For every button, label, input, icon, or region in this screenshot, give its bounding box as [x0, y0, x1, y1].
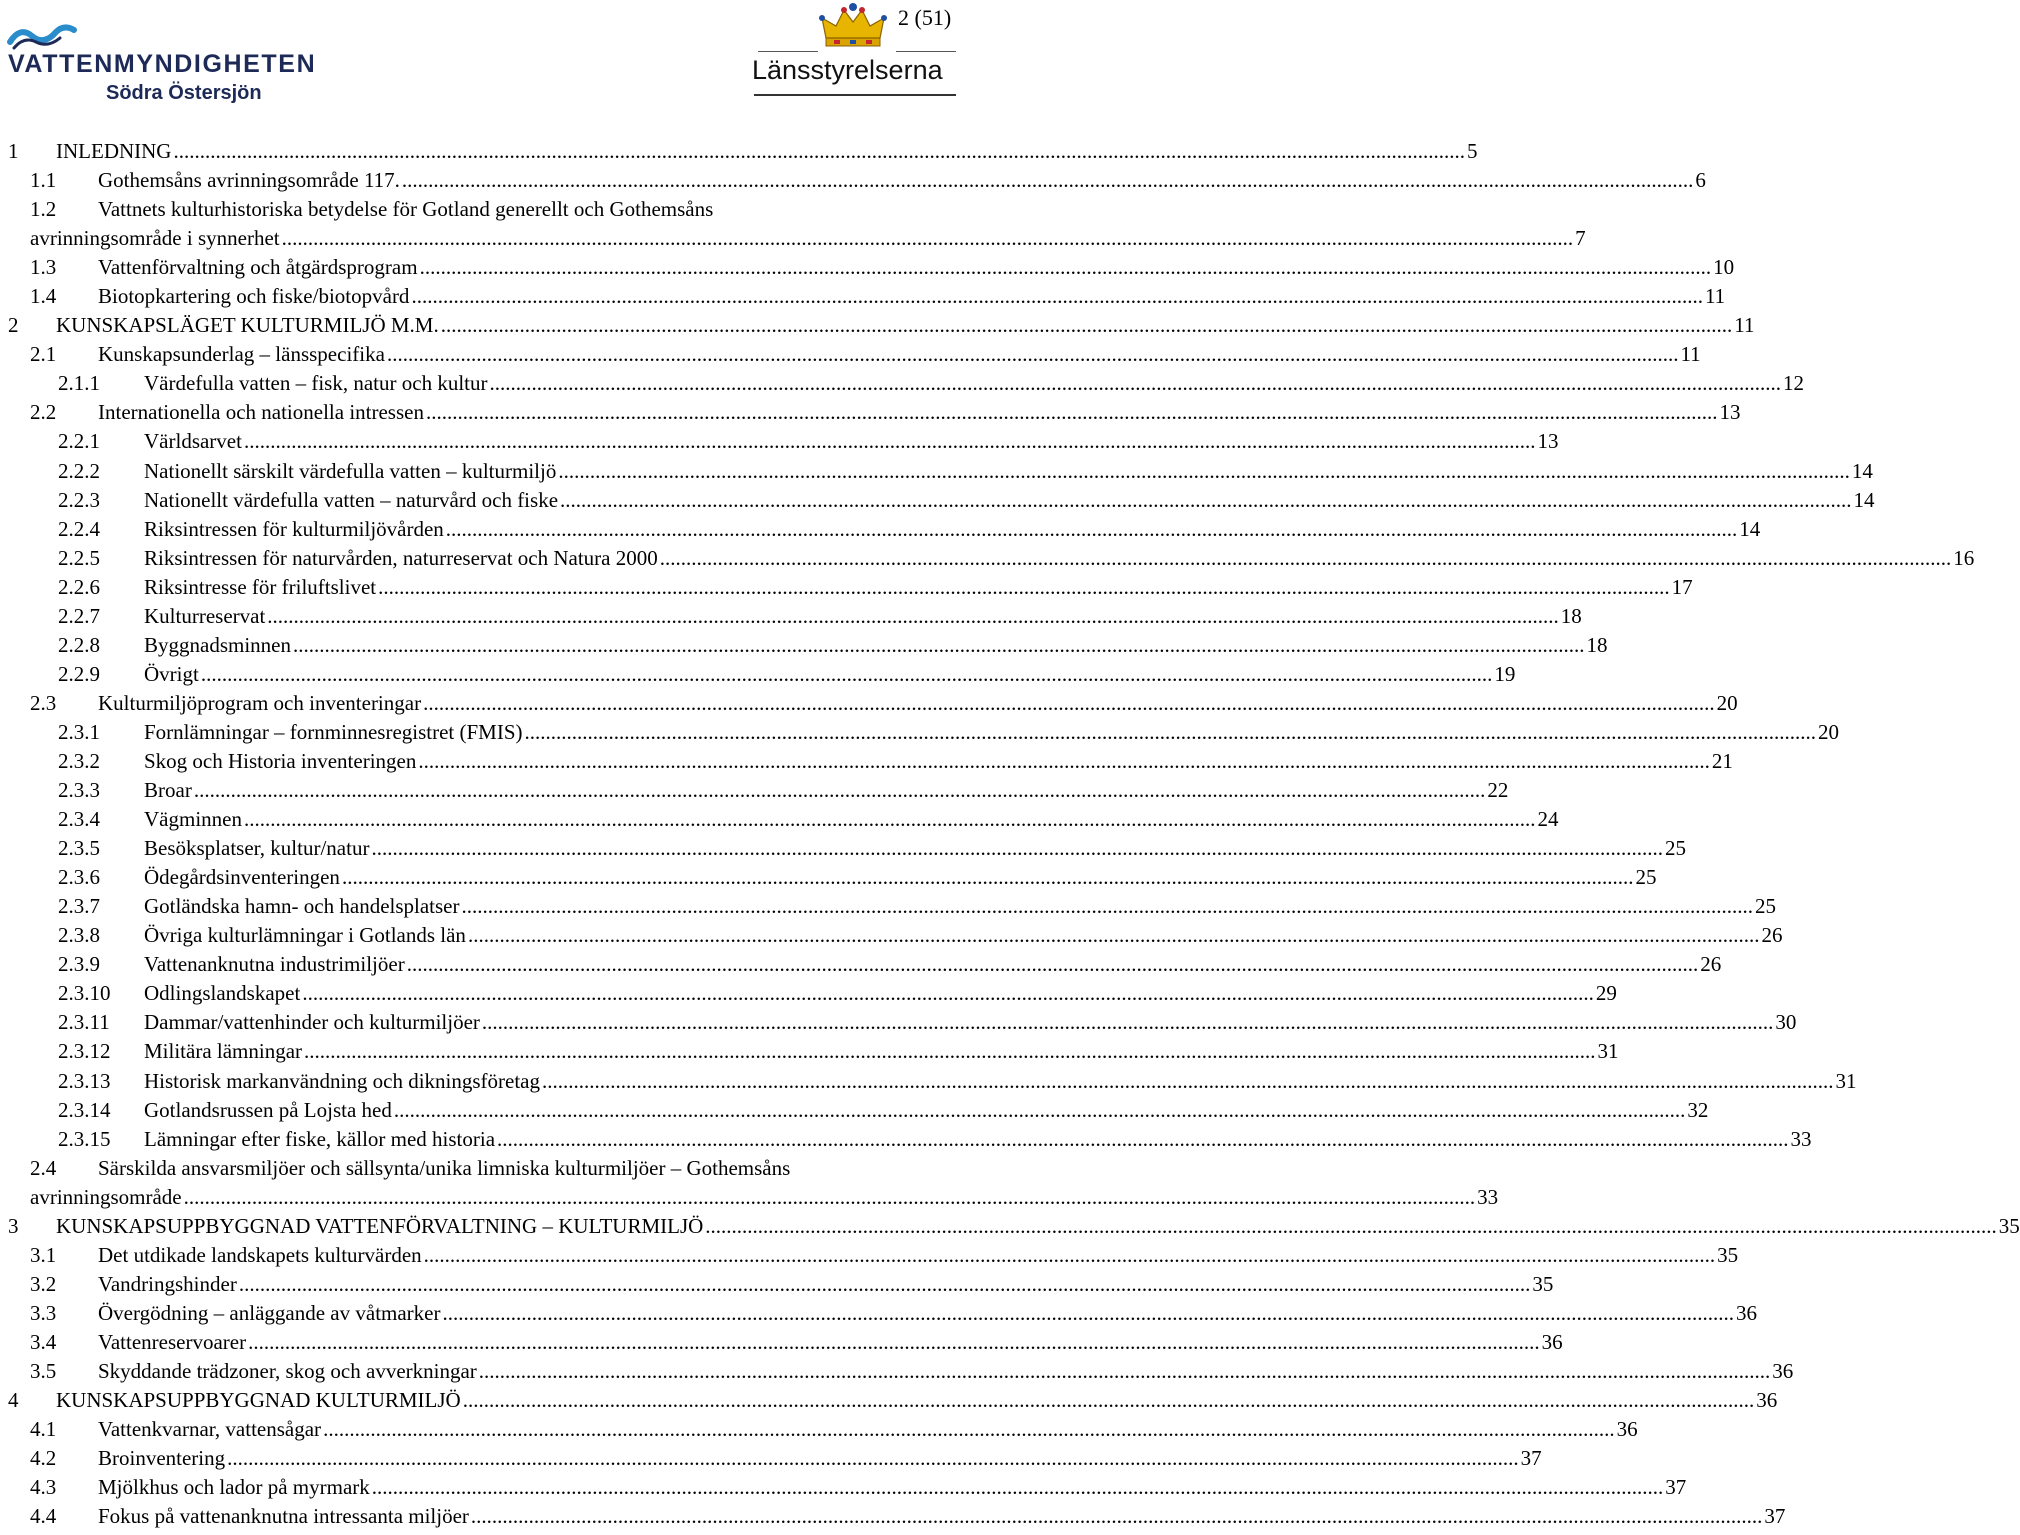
toc-line: [144, 865, 1657, 890]
toc-entry[interactable]: [8, 922, 1783, 951]
toc-title: Nationellt värdefulla vatten – naturvård och fiske: [144, 487, 559, 512]
toc-title: Kunskapsunderlag – länsspecifika: [98, 342, 385, 367]
toc-title: Riksintresse för friluftslivet: [144, 574, 377, 599]
toc-title: Det utdikade landskapets kulturvärden: [98, 1242, 422, 1267]
toc-title: Skyddande trädzoner, skog och avverkningar: [98, 1358, 477, 1383]
toc-entry[interactable]: [8, 516, 1761, 545]
toc-entry[interactable]: [8, 458, 1873, 487]
toc-entry[interactable]: [8, 1503, 1786, 1532]
toc-page-number: 35: [1532, 1271, 1554, 1296]
toc-leader-dots: [660, 546, 1952, 571]
toc-title: Nationellt särskilt värdefulla vatten – kulturmiljö: [144, 458, 557, 483]
toc-title: Ödegårdsinventeringen: [144, 865, 340, 890]
toc-number: 4: [8, 1388, 19, 1413]
agency-region: Södra Östersjön: [106, 82, 262, 104]
logo-rule-left: [758, 51, 818, 52]
toc-line: [144, 748, 1733, 774]
toc-leader-dots: [387, 342, 1679, 367]
toc-page-number: 25: [1664, 836, 1686, 861]
toc-entry[interactable]: [8, 1068, 1857, 1097]
toc-page-number: 20: [1818, 719, 1840, 744]
toc-line: [144, 719, 1840, 745]
toc-title: Besöksplatser, kultur/natur: [144, 836, 370, 861]
toc-title: Fokus på vattenanknutna intressanta miljöer: [98, 1504, 469, 1529]
toc-page-number: 6: [1695, 168, 1706, 193]
toc-leader-dots: [184, 1185, 1476, 1210]
toc-entry-continuation[interactable]: [8, 1184, 1499, 1213]
toc-page-number: 26: [1761, 923, 1783, 948]
toc-number: 2.2.3: [58, 487, 100, 512]
toc-line: [144, 429, 1559, 454]
toc-title: KUNSKAPSUPPBYGGNAD KULTURMILJÖ: [56, 1388, 461, 1413]
toc-line: [144, 836, 1686, 861]
toc-entry[interactable]: [8, 370, 1804, 399]
toc-title: Kulturreservat: [144, 603, 266, 628]
toc-title: Broinventering: [98, 1446, 226, 1471]
toc-number: 4.3: [30, 1475, 57, 1500]
toc-number: 2.3.9: [58, 952, 100, 977]
toc-entry[interactable]: [8, 428, 1559, 457]
toc-page-number: 16: [1953, 545, 1975, 570]
toc-page-number: 25: [1755, 894, 1776, 919]
toc-page-number: 37: [1665, 1475, 1687, 1500]
toc-page-number: 25: [1635, 865, 1657, 890]
toc-line: [144, 778, 1509, 803]
toc-number: 2.2.5: [58, 545, 100, 570]
toc-entry[interactable]: [8, 777, 1509, 806]
toc-entry[interactable]: [8, 1474, 1687, 1503]
toc-leader-dots: [497, 1127, 1789, 1152]
toc-number: 2: [8, 313, 19, 338]
toc-title: Övrigt: [144, 661, 199, 686]
toc-line: [144, 1068, 1857, 1094]
toc-title: Riksintressen för naturvården, naturreservat och Natura 2000: [144, 545, 658, 570]
toc-leader-dots: [463, 1388, 1755, 1413]
toc-leader-dots: [239, 1272, 1531, 1297]
toc-entry[interactable]: [8, 980, 1617, 1009]
toc-leader-dots: [402, 168, 1694, 193]
toc-entry[interactable]: [8, 487, 1875, 516]
toc-title: Vattenkvarnar, vattensågar: [98, 1417, 322, 1442]
toc-line: [98, 1271, 1554, 1297]
toc-entry[interactable]: [8, 341, 1701, 370]
toc-line: [98, 1475, 1687, 1500]
toc-leader-dots: [418, 749, 1710, 774]
toc-number: 2.3.14: [58, 1097, 111, 1122]
toc-title: Vattenanknutna industrimiljöer: [144, 952, 405, 977]
toc-page-number: 36: [1616, 1417, 1638, 1442]
toc-number: 3.2: [30, 1271, 57, 1296]
toc-leader-dots: [525, 720, 1817, 745]
toc-line: [144, 516, 1761, 542]
toc-entry[interactable]: [8, 603, 1582, 632]
toc-entry[interactable]: [8, 748, 1733, 777]
toc-title: Riksintressen för kulturmiljövården: [144, 516, 444, 541]
toc-line: [144, 1126, 1812, 1152]
toc-leader-dots: [468, 923, 1760, 948]
toc-page-number: 36: [1736, 1300, 1757, 1325]
toc-page-number: 36: [1756, 1388, 1778, 1413]
toc-page-number: 13: [1537, 429, 1559, 454]
toc-line: [144, 545, 1975, 571]
toc-entry[interactable]: [8, 1300, 1757, 1329]
toc-number: 2.3.6: [58, 865, 100, 890]
toc-line: [144, 952, 1722, 977]
toc-entry[interactable]: [8, 1416, 1638, 1445]
toc-number: 2.3.12: [58, 1039, 111, 1064]
toc-number: 3.1: [30, 1242, 57, 1267]
toc-leader-dots: [302, 981, 1594, 1006]
toc-title: Internationella och nationella intressen: [98, 400, 424, 425]
toc-title-continuation: avrinningsområde: [30, 1184, 182, 1209]
toc-entry[interactable]: [8, 1445, 1542, 1474]
toc-leader-dots: [426, 400, 1718, 425]
toc-title: KUNSKAPSUPPBYGGNAD VATTENFÖRVALTNING – KULTURMILJÖ: [56, 1213, 704, 1238]
toc-leader-dots: [244, 429, 1536, 454]
toc-line: [98, 400, 1741, 425]
logo-rule-right: [896, 51, 956, 52]
toc-entry[interactable]: [8, 1271, 1554, 1300]
toc-title: Värdefulla vatten – fisk, natur och kultur: [144, 371, 488, 396]
toc-title: Byggnadsminnen: [144, 632, 291, 657]
toc-page-number: 14: [1739, 516, 1761, 541]
toc-number: 3.3: [30, 1300, 57, 1325]
toc-line: [144, 1039, 1619, 1064]
toc-line: [56, 1388, 1778, 1413]
toc-title: KUNSKAPSLÄGET KULTURMILJÖ M.M.: [56, 313, 439, 338]
toc-page-number: 31: [1597, 1039, 1619, 1064]
toc-title: Vägminnen: [144, 807, 242, 832]
toc-title: Vandringshinder: [98, 1271, 237, 1296]
toc-page-number: 24: [1537, 807, 1559, 832]
toc-page-number: 5: [1466, 139, 1478, 163]
toc-leader-dots: [420, 255, 1712, 280]
toc-page-number: 13: [1719, 400, 1741, 425]
toc-number: 2.3.11: [58, 1010, 110, 1035]
toc-entry[interactable]: [8, 312, 1755, 341]
toc-entry[interactable]: [8, 1213, 2020, 1242]
toc-title: Broar: [144, 778, 192, 803]
toc-number: 2.3.8: [58, 923, 100, 948]
table-of-contents: [8, 138, 2020, 1532]
toc-line: [98, 690, 1738, 716]
toc-number: 2.2.1: [58, 429, 100, 454]
toc-line: [144, 981, 1617, 1006]
toc-entry[interactable]: [8, 1097, 1709, 1126]
toc-entry[interactable]: [8, 1242, 1739, 1271]
toc-line: [98, 1446, 1542, 1471]
toc-entry[interactable]: [8, 196, 960, 225]
toc-number: 2.2.7: [58, 603, 100, 628]
toc-entry[interactable]: [8, 283, 1726, 312]
toc-title: Kulturmiljöprogram och inventeringar: [98, 690, 422, 715]
toc-line: [144, 603, 1582, 629]
toc-page-number: 22: [1487, 778, 1509, 803]
toc-page-number: 10: [1713, 255, 1735, 280]
toc-number: 2.3.7: [58, 894, 100, 919]
toc-title: Skog och Historia inventeringen: [144, 748, 417, 773]
toc-line: [144, 458, 1873, 484]
page-header: [0, 0, 960, 130]
toc-leader-dots: [407, 952, 1699, 977]
toc-number: 2.2.4: [58, 516, 100, 541]
toc-line: [144, 632, 1608, 658]
toc-title: Militära lämningar: [144, 1039, 303, 1064]
toc-page-number: 29: [1595, 981, 1617, 1006]
toc-page-number: 12: [1782, 371, 1804, 396]
toc-leader-dots: [267, 604, 1559, 629]
toc-entry[interactable]: [8, 893, 1776, 922]
toc-title: Särskilda ansvarsmiljöer och sällsynta/unika limniska kulturmiljöer – Gothemsåns: [98, 1155, 791, 1180]
toc-line: [98, 1242, 1739, 1268]
toc-leader-dots: [489, 371, 1781, 396]
toc-line: [98, 1417, 1638, 1442]
toc-number: 2.4: [30, 1155, 57, 1180]
toc-leader-dots: [282, 226, 1574, 251]
toc-number: 1: [8, 139, 19, 163]
toc-page-number: 11: [1734, 313, 1755, 338]
toc-leader-dots: [462, 894, 1754, 919]
toc-entry[interactable]: [8, 167, 1706, 196]
toc-leader-dots: [423, 691, 1715, 716]
toc-page-number: 35: [1717, 1242, 1739, 1267]
toc-page-number: 11: [1704, 284, 1726, 309]
toc-page-number: 11: [1680, 342, 1701, 367]
toc-title: Vattenförvaltning och åtgärdsprogram: [98, 255, 418, 280]
toc-number: 2.3.2: [58, 748, 100, 773]
toc-page-number: 18: [1560, 603, 1582, 628]
toc-leader-dots: [201, 662, 1493, 687]
toc-page-number: 36: [1772, 1358, 1794, 1383]
toc-entry[interactable]: [8, 1358, 1794, 1387]
toc-page-number: 33: [1790, 1126, 1812, 1151]
toc-entry[interactable]: [8, 138, 1478, 167]
toc-title: Lämningar efter fiske, källor med historia: [144, 1126, 496, 1151]
toc-entry[interactable]: [8, 254, 1735, 283]
toc-number: 2.1: [30, 342, 57, 367]
toc-leader-dots: [378, 575, 1670, 600]
toc-leader-dots: [560, 488, 1852, 513]
toc-entry[interactable]: [8, 1387, 1778, 1416]
toc-leader-dots: [558, 459, 1850, 484]
toc-number: 2.3.4: [58, 807, 100, 832]
toc-leader-dots: [342, 865, 1634, 890]
toc-page-number: 33: [1477, 1184, 1499, 1209]
toc-number: 2.1.1: [58, 371, 100, 396]
toc-line: [144, 661, 1516, 687]
toc-leader-dots: [244, 807, 1536, 832]
toc-leader-dots: [371, 836, 1663, 861]
logo-underline: [754, 94, 956, 96]
toc-line: [144, 807, 1559, 832]
toc-entry[interactable]: [8, 806, 1559, 835]
toc-title: Gotländska hamn- och handelsplatser: [144, 894, 460, 919]
toc-line: [98, 1358, 1794, 1384]
toc-page-number: 31: [1835, 1068, 1857, 1093]
toc-leader-dots: [194, 778, 1486, 803]
toc-line: [56, 1213, 2020, 1239]
toc-leader-dots: [705, 1214, 1997, 1239]
toc-page-number: 18: [1586, 632, 1608, 657]
agency-name: VATTENMYNDIGHETEN: [8, 50, 317, 78]
toc-page-number: 37: [1764, 1504, 1786, 1529]
toc-title: Gotlandsrussen på Lojsta hed: [144, 1097, 392, 1122]
toc-leader-dots: [304, 1039, 1596, 1064]
toc-title: Världsarvet: [144, 429, 242, 454]
toc-entry[interactable]: [8, 719, 1840, 748]
toc-entry[interactable]: [8, 951, 1722, 980]
toc-line: [30, 226, 1586, 251]
toc-title: Vattenreservoarer: [98, 1329, 247, 1354]
toc-number: 2.3.3: [58, 778, 100, 803]
toc-number: 2.2.2: [58, 458, 100, 483]
toc-entry[interactable]: [8, 835, 1686, 864]
toc-number: 2.2.6: [58, 574, 100, 599]
toc-line: [98, 1300, 1757, 1326]
toc-number: 1.3: [30, 255, 57, 280]
toc-entry[interactable]: [8, 661, 1516, 690]
wave-logo-icon: [8, 22, 78, 50]
toc-leader-dots: [479, 1359, 1771, 1384]
toc-entry[interactable]: [8, 1126, 1812, 1155]
toc-entry[interactable]: [8, 399, 1741, 428]
toc-leader-dots: [323, 1417, 1615, 1442]
toc-title: Historisk markanvändning och dikningsföretag: [144, 1068, 541, 1093]
toc-title: Gothemsåns avrinningsområde 117.: [98, 168, 400, 193]
toc-number: 3.5: [30, 1358, 57, 1383]
toc-leader-dots: [293, 633, 1585, 658]
toc-title: INLEDNING: [56, 139, 172, 163]
toc-page-number: 26: [1700, 952, 1722, 977]
toc-number: 2.3.13: [58, 1068, 111, 1093]
toc-entry[interactable]: [8, 864, 1657, 893]
toc-leader-dots: [482, 1010, 1774, 1035]
toc-number: 2.2.9: [58, 661, 100, 686]
toc-title: Fornlämningar – fornminnesregistret (FMIS): [144, 719, 523, 744]
toc-entry[interactable]: [8, 690, 1738, 719]
toc-page-number: 19: [1494, 661, 1516, 686]
toc-number: 2.3.5: [58, 836, 100, 861]
lansstyrelserna-text: Länsstyrelserna: [752, 55, 943, 85]
toc-leader-dots: [441, 313, 1733, 338]
toc-number: 3.4: [30, 1329, 57, 1354]
toc-line: [30, 1184, 1499, 1210]
toc-number: 2.2.8: [58, 632, 100, 657]
toc-leader-dots: [443, 1301, 1735, 1326]
toc-number: 2.3.10: [58, 981, 111, 1006]
toc-line: [144, 371, 1804, 396]
toc-page-number: 35: [1998, 1213, 2020, 1238]
toc-leader-dots: [446, 517, 1738, 542]
toc-number: 3: [8, 1213, 19, 1238]
toc-entry[interactable]: [8, 1038, 1619, 1067]
toc-leader-dots: [227, 1446, 1519, 1471]
toc-leader-dots: [372, 1475, 1664, 1500]
toc-title: Biotopkartering och fiske/biotopvård: [98, 284, 410, 309]
toc-page-number: 20: [1716, 690, 1738, 715]
toc-leader-dots: [248, 1330, 1540, 1355]
toc-line: [98, 342, 1701, 367]
toc-line: [144, 1097, 1709, 1123]
toc-leader-dots: [173, 139, 1465, 164]
toc-entry[interactable]: [8, 574, 1693, 603]
toc-line: [56, 313, 1755, 338]
toc-line: [144, 1010, 1797, 1035]
toc-number: 4.2: [30, 1446, 57, 1471]
toc-leader-dots: [411, 284, 1703, 309]
lansstyrelserna-logo: [750, 0, 960, 110]
page-number: 2 (51): [898, 5, 952, 30]
toc-number: 2.3.15: [58, 1126, 111, 1151]
toc-number: 2.3: [30, 690, 57, 715]
toc-number: 1.1: [30, 168, 57, 193]
toc-line: [144, 923, 1783, 948]
toc-number: 1.4: [30, 284, 57, 309]
toc-line: [98, 168, 1706, 193]
toc-title: Mjölkhus och lador på myrmark: [98, 1475, 370, 1500]
toc-page-number: 14: [1851, 458, 1873, 483]
toc-page-number: 30: [1775, 1010, 1797, 1035]
toc-title: Odlingslandskapet: [144, 981, 301, 1006]
toc-number: 4.4: [30, 1504, 57, 1529]
toc-entry[interactable]: [8, 1155, 960, 1184]
toc-page-number: 17: [1671, 574, 1693, 599]
toc-entry[interactable]: [8, 632, 1608, 661]
toc-page-number: 21: [1711, 748, 1733, 773]
toc-entry[interactable]: [8, 545, 1975, 574]
toc-number: 4.1: [30, 1417, 57, 1442]
toc-leader-dots: [394, 1098, 1686, 1123]
toc-line: [98, 1329, 1563, 1355]
toc-line: [144, 574, 1693, 600]
toc-entry-continuation[interactable]: [8, 225, 1586, 254]
toc-title: Vattnets kulturhistoriska betydelse för Gotland generellt och Gothemsåns: [98, 197, 714, 222]
toc-line: [98, 1504, 1786, 1529]
toc-number: 2.2: [30, 400, 57, 425]
toc-line: [144, 487, 1875, 513]
toc-number: 1.2: [30, 197, 57, 222]
toc-title: Dammar/vattenhinder och kulturmiljöer: [144, 1010, 480, 1035]
toc-entry[interactable]: [8, 1009, 1797, 1038]
toc-line: [98, 284, 1726, 309]
vattenmyndigheten-logo: [8, 22, 317, 104]
toc-line: [98, 255, 1735, 280]
toc-line: [144, 894, 1776, 919]
crown-icon: [818, 2, 888, 50]
toc-title: Övergödning – anläggande av våtmarker: [98, 1300, 441, 1325]
toc-page-number: 36: [1541, 1329, 1563, 1354]
toc-page-number: 37: [1520, 1446, 1542, 1471]
toc-leader-dots: [471, 1504, 1763, 1529]
toc-title-continuation: avrinningsområde i synnerhet: [30, 226, 280, 251]
toc-leader-dots: [542, 1069, 1834, 1094]
toc-line: [56, 139, 1478, 164]
toc-number: 2.3.1: [58, 719, 100, 744]
toc-leader-dots: [424, 1243, 1716, 1268]
toc-title: Övriga kulturlämningar i Gotlands län: [144, 923, 466, 948]
toc-page-number: 14: [1853, 487, 1875, 512]
toc-entry[interactable]: [8, 1329, 1563, 1358]
toc-page-number: 7: [1575, 226, 1586, 251]
toc-page-number: 32: [1687, 1097, 1709, 1122]
